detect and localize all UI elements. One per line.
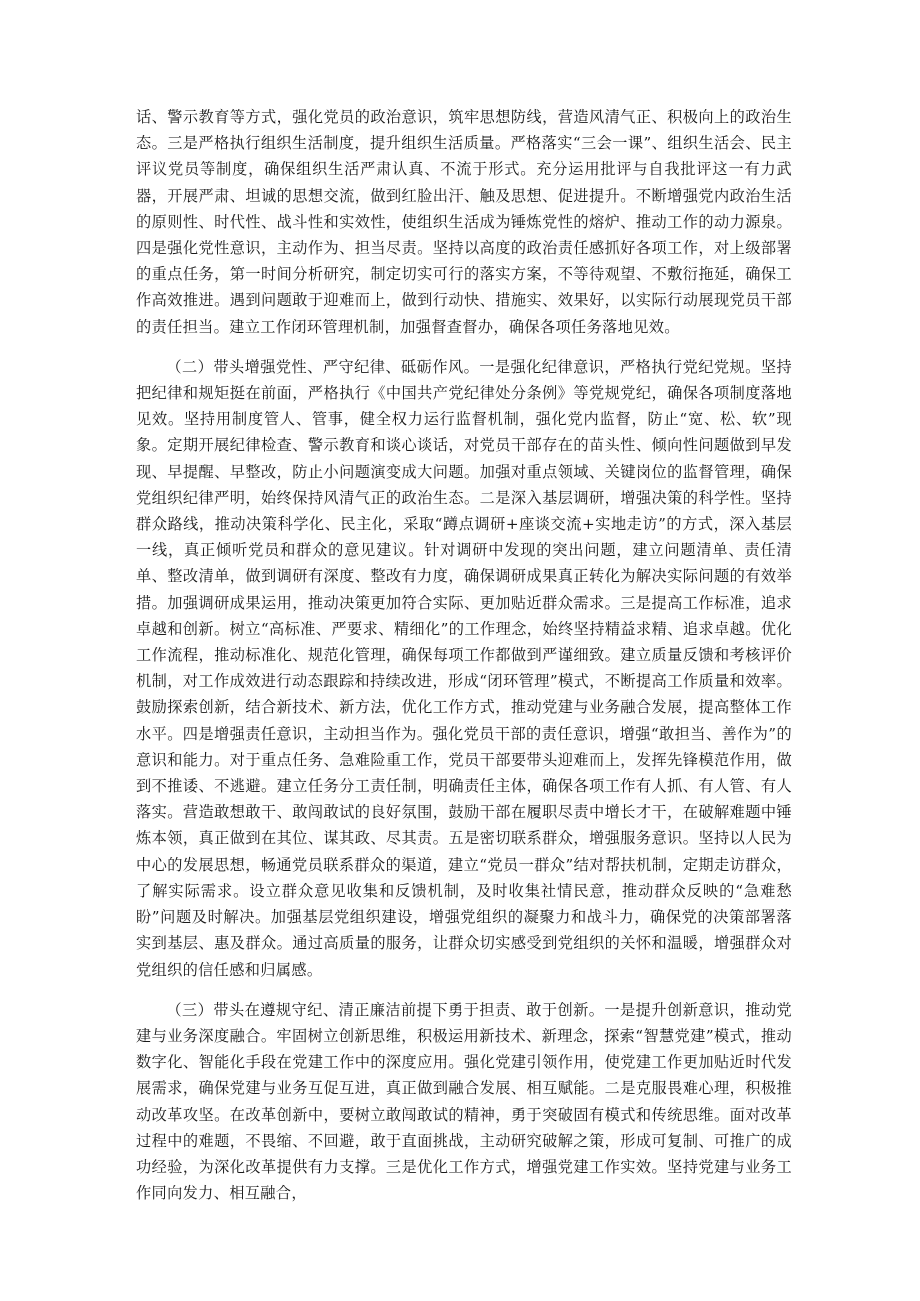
document-page — [136, 104, 792, 1206]
paragraph-section-3: （三）带头在遵规守纪、清正廉洁前提下勇于担责、敢于创新。一是提升创新意识，推动党建与业务深度融合。牢固树立创新思维，积极运用新技术、新理念，探索“智慧党建”模式，推动数字化、智能化手段在党建工作中的深度应用。强化党建引领作用，使党建工作更加贴近时代发展需求，确保党建与业务互促互进，真正做到融合发展、相互赋能。二是克服畏难心理，积极推动改革攻坚。在改革创新中，要树立敢闯敢试的精神，勇于突破固有模式和传统思维。面对改革过程中的难题，不畏缩、不回避，敢于直面挑战，主动研究破解之策，形成可复制、可推广的成功经验，为深化改革提供有力支撑。三是优化工作方式，增强党建工作实效。坚持党建与业务工作同向发力、相互融合， — [136, 1000, 792, 1203]
paragraph-continuation: 话、警示教育等方式，强化党员的政治意识，筑牢思想防线，营造风清气正、积极向上的政治生态。三是严格执行组织生活制度，提升组织生活质量。严格落实“三会一课”、组织生活会、民主评议党员等制度，确保组织生活严肃认真、不流于形式。充分运用批评与自我批评这一有力武器，开展严肃、坦诚的思想交流，做到红脸出汗、触及思想、促进提升。不断增强党内政治生活的原则性、时代性、战斗性和实效性，使组织生活成为锤炼党性的熔炉、推动工作的动力源泉。四是强化党性意识，主动作为、担当尽责。坚持以高度的政治责任感抓好各项工作，对上级部署的重点任务，第一时间分析研究，制定切实可行的落实方案，不等待观望、不敷衍拖延，确保工作高效推进。遇到问题敢于迎难而上，做到行动快、措施实、效果好，以实际行动展现党员干部的责任担当。建立工作闭环管理机制，加强督查督办，确保各项任务落地见效。 — [136, 108, 792, 336]
paragraph-section-2: （二）带头增强党性、严守纪律、砥砺作风。一是强化纪律意识，严格执行党纪党规。坚持把纪律和规矩挺在前面，严格执行《中国共产党纪律处分条例》等党规党纪，确保各项制度落地见效。坚持用制度管人、管事，健全权力运行监督机制，强化党内监督，防止“宽、松、软”现象。定期开展纪律检查、警示教育和谈心谈话，对党员干部存在的苗头性、倾向性问题做到早发现、早提醒、早整改，防止小问题演变成大问题。加强对重点领域、关键岗位的监督管理，确保党组织纪律严明，始终保持风清气正的政治生态。二是深入基层调研，增强决策的科学性。坚持群众路线，推动决策科学化、民主化，采取“蹲点调研+座谈交流+实地走访”的方式，深入基层一线，真正倾听党员和群众的意见建议。针对调研中发现的突出问题，建立问题清单、责任清单、整改清单，做到调研有深度、整改有力度，确保调研成果真正转化为解决实际问题的有效举措。加强调研成果运用，推动决策更加符合实际、更加贴近群众需求。三是提高工作标准，追求卓越和创新。树立“高标准、严要求、精细化”的工作理念，始终坚持精益求精、追求卓越。优化工作流程，推动标准化、规范化管理，确保每项工作都做到严谨细致。建立质量反馈和考核评价机制，对工作成效进行动态跟踪和持续改进，形成“闭环管理”模式，不断提高工作质量和效率。鼓励探索创新，结合新技术、新方法，优化工作方式，推动党建与业务融合发展，提高整体工作水平。四是增强责任意识，主动担当作为。强化党员干部的责任意识，增强“敢担当、善作为”的意识和能力。对于重点任务、急难险重工作，党员干部要带头迎难而上，发挥先锋模范作用，做到不推诿、不逃避。建立任务分工责任制，明确责任主体，确保各项工作有人抓、有人管、有人落实。营造敢想敢干、敢闯敢试的良好氛围，鼓励干部在履职尽责中增长才干，在破解难题中锤炼本领，真正做到在其位、谋其政、尽其责。五是密切联系群众，增强服务意识。坚持以人民为中心的发展思想，畅通党员联系群众的渠道，建立“党员一群众”结对帮扶机制，定期走访群众，了解实际需求。设立群众意见收集和反馈机制，及时收集社情民意，推动群众反映的“急难愁盼”问题及时解决。加强基层党组织建设，增强党组织的凝聚力和战斗力，确保党的决策部署落实到基层、惠及群众。通过高质量的服务，让群众切实感受到党组织的关怀和温暖，增强群众对党组织的信任感和归属感。 — [136, 357, 792, 979]
